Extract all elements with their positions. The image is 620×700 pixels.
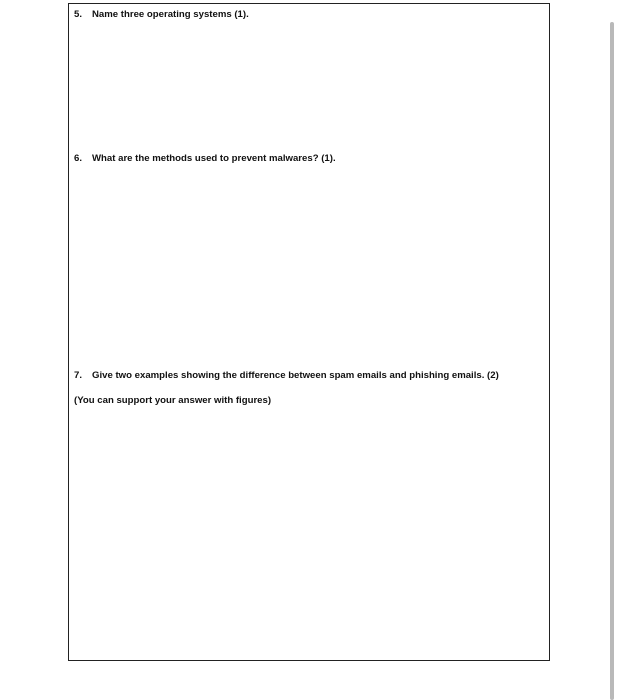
question-6 — [74, 153, 336, 164]
question-7-note: (You can support your answer with figures) — [74, 395, 272, 406]
question-number: 5. — [74, 9, 83, 20]
question-number: 6. — [74, 153, 83, 164]
question-text: What are the methods used to prevent malwares? (1). — [92, 153, 336, 164]
question-5 — [74, 9, 249, 20]
question-text: Give two examples showing the difference between spam emails and phishing emails. (2) — [92, 370, 499, 381]
vertical-scrollbar[interactable] — [610, 22, 614, 700]
question-text: Name three operating systems (1). — [92, 9, 249, 20]
worksheet-page — [68, 3, 550, 661]
question-number: 7. — [74, 370, 83, 381]
question-7 — [74, 370, 499, 381]
